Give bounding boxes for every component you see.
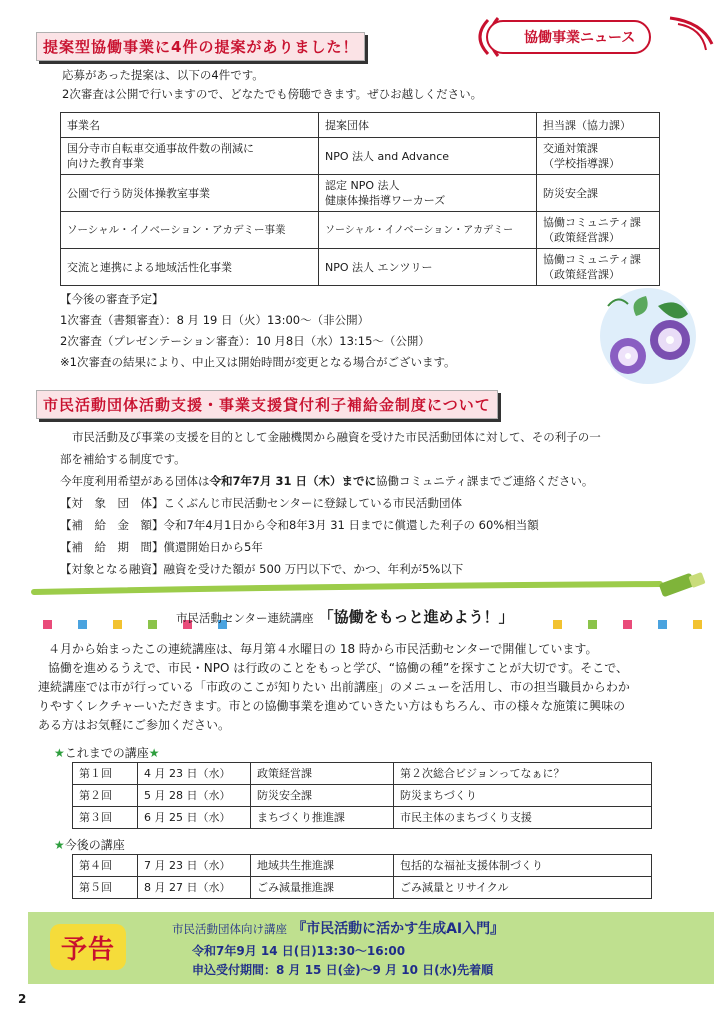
item-label: 【補 給 期 間】 <box>60 540 164 554</box>
table-cell: 7 月 23 日（水） <box>138 855 251 877</box>
sec2-item <box>60 538 263 557</box>
table-cell: 政策経営課 <box>251 763 394 785</box>
notice-apply: 申込受付期間：8 月 15 日(金)～9 月 10 日(水)先着順 <box>192 963 494 977</box>
item-value: 融資を受けた額が 500 万円以下で、かつ、年利が5%以下 <box>163 562 464 576</box>
table-cell: 国分寺市自転車交通事故件数の削減に 向けた教育事業 <box>61 138 319 175</box>
table-cell: 防災まちづくり <box>394 785 652 807</box>
sec2-para1a: 市民活動及び事業の支援を目的として金融機関から融資を受けた市民活動団体に対して、その利子の一 <box>72 430 601 444</box>
table-row <box>61 175 660 212</box>
schedule-1: 1次審査（書類審査）：8 月 19 日（火）13:00～（非公開） <box>60 313 370 327</box>
lecture-body-1: ４月から始まったこの連続講座は、毎月第４水曜日の 18 時から市民活動センターで開催しています。 <box>48 642 598 656</box>
table-cell: ごみ減量とリサイクル <box>394 877 652 899</box>
notice-date: 令和7年9月 14 日(日)13:30～16:00 <box>192 944 406 958</box>
table-cell: 協働コミュニティ課 （政策経営課） <box>537 249 660 286</box>
lecture-body-2: 協働を進めるうえで、市民・NPO は行政のことをもっと学び、“協働の種”を探すことが大切です。そこで、 <box>48 661 628 675</box>
item-label: 【補 給 金 額】 <box>60 518 164 532</box>
item-value: 令和7年4月1日から令和8年3月 31 日までに償還した利子の 60%相当額 <box>163 518 539 532</box>
morning-glory-illustration <box>588 286 708 386</box>
star-icon: ★ <box>54 746 65 760</box>
star-icon: ★ <box>148 746 160 760</box>
page-number: 2 <box>18 992 27 1006</box>
item-value: 償還開始日から5年 <box>163 540 263 554</box>
future-lectures-table <box>72 854 652 899</box>
lecture-heading <box>176 606 514 627</box>
item-value: こくぶんじ市民活動センターに登録している市民活動団体 <box>163 496 463 510</box>
schedule-note: ※1次審査の結果により、中止又は開始時間が変更となる場合がございます。 <box>60 355 456 369</box>
table-header-row <box>61 113 660 138</box>
sec2-item <box>60 516 539 535</box>
table-cell: 交流と連携による地域活性化事業 <box>61 249 319 286</box>
item-label: 【対象となる融資】 <box>60 562 164 576</box>
schedule-2: 2次審査（プレゼンテーション審査）：10 月8日（水）13:15～（公開） <box>60 334 430 348</box>
notice-heading <box>172 918 504 938</box>
table-cell: 第１回 <box>73 763 138 785</box>
sec2-para1b: 部を補給する制度です。 <box>60 452 186 466</box>
table-cell: 第２回 <box>73 785 138 807</box>
table-row <box>73 855 652 877</box>
lecture-body-4: りやすくレクチャーいただきます。市との協働事業を進めていきたい方はもちろん、市の様々な施策に興味の <box>38 699 626 713</box>
section2-title: 市民活動団体活動支援・事業支援貸付利子補給金制度について <box>36 390 498 419</box>
table-row <box>61 249 660 286</box>
future-title-text: 今後の講座 <box>64 838 125 852</box>
table-cell: まちづくり推進課 <box>251 807 394 829</box>
table-cell: 8 月 27 日（水） <box>138 877 251 899</box>
sec1-intro2: 2次審査は公開で行いますので、どなたでも傍聴できます。ぜひお越しください。 <box>62 87 483 101</box>
sec2-para2-post: 協働コミュニティ課までご連絡ください。 <box>376 474 594 488</box>
notice-label: 市民活動団体向け講座 <box>172 922 287 936</box>
table-cell: ごみ減量推進課 <box>251 877 394 899</box>
proposal-table <box>60 112 660 286</box>
past-lectures-table <box>72 762 652 829</box>
confetti-right <box>540 614 715 633</box>
table-header-cell: 提案団体 <box>319 113 537 138</box>
sec2-para2 <box>60 472 593 491</box>
lecture-body-3: 連続講座では市が行っている「市政のここが知りたい 出前講座」のメニューを活用し、市の担当職員からわか <box>38 680 630 694</box>
table-cell: 第２次総合ビジョンってなぁに？ <box>394 763 652 785</box>
table-cell: ソーシャル・イノベーション・アカデミー <box>319 212 537 249</box>
table-cell: 交通対策課 （学校指導課） <box>537 138 660 175</box>
sec2-item <box>60 494 462 513</box>
green-brush-divider <box>30 572 720 606</box>
table-row <box>61 138 660 175</box>
table-cell: 第３回 <box>73 807 138 829</box>
table-cell: 第５回 <box>73 877 138 899</box>
sec1-intro1: 応募があった提案は、以下の4件です。 <box>62 68 264 82</box>
table-header-cell: 担当課（協力課） <box>537 113 660 138</box>
table-cell: 地域共生推進課 <box>251 855 394 877</box>
sec2-para2-pre: 今年度利用希望がある団体は <box>60 474 210 488</box>
notice-badge <box>50 924 126 970</box>
table-cell: 包括的な福祉支援体制づくり <box>394 855 652 877</box>
notice-title: 『市民活動に活かす生成AI入門』 <box>292 921 505 937</box>
table-row <box>73 807 652 829</box>
lecture-title: 「協働をもっと進めよう！」 <box>318 608 514 626</box>
notice-badge-text: 予告 <box>60 934 115 965</box>
table-row <box>61 212 660 249</box>
table-cell: NPO 法人 and Advance <box>319 138 537 175</box>
table-cell: 5 月 28 日（水） <box>138 785 251 807</box>
table-cell: 防災安全課 <box>537 175 660 212</box>
table-cell: NPO 法人 エンツリー <box>319 249 537 286</box>
table-cell: 市民主体のまちづくり支援 <box>394 807 652 829</box>
table-cell: 6 月 25 日（水） <box>138 807 251 829</box>
table-cell: 4 月 23 日（水） <box>138 763 251 785</box>
table-cell: 公園で行う防災体操教室事業 <box>61 175 319 212</box>
lecture-label: 市民活動センター連続講座 <box>176 611 314 625</box>
past-title-text: これまでの講座 <box>64 746 149 760</box>
past-lectures-title <box>54 744 160 761</box>
table-row <box>73 877 652 899</box>
section1-title: 提案型協働事業に4件の提案がありました！ <box>36 32 365 61</box>
star-icon: ★ <box>54 838 65 852</box>
table-header-cell: 事業名 <box>61 113 319 138</box>
table-cell: 認定 NPO 法人 健康体操指導ワーカーズ <box>319 175 537 212</box>
table-cell: 第４回 <box>73 855 138 877</box>
sec2-deadline: 令和7年7月 31 日（木）までに <box>209 474 377 488</box>
table-cell: 協働コミュニティ課 （政策経営課） <box>537 212 660 249</box>
table-row <box>73 763 652 785</box>
schedule-title: 【今後の審査予定】 <box>60 292 164 306</box>
table-cell: ソーシャル・イノベーション・アカデミー事業 <box>61 212 319 249</box>
news-tag: 協働事業ニュース <box>486 20 651 54</box>
future-lectures-title <box>54 836 125 853</box>
table-cell: 防災安全課 <box>251 785 394 807</box>
lecture-body-5: ある方はお気軽にご参加ください。 <box>38 718 231 732</box>
item-label: 【対 象 団 体】 <box>60 496 164 510</box>
table-row <box>73 785 652 807</box>
